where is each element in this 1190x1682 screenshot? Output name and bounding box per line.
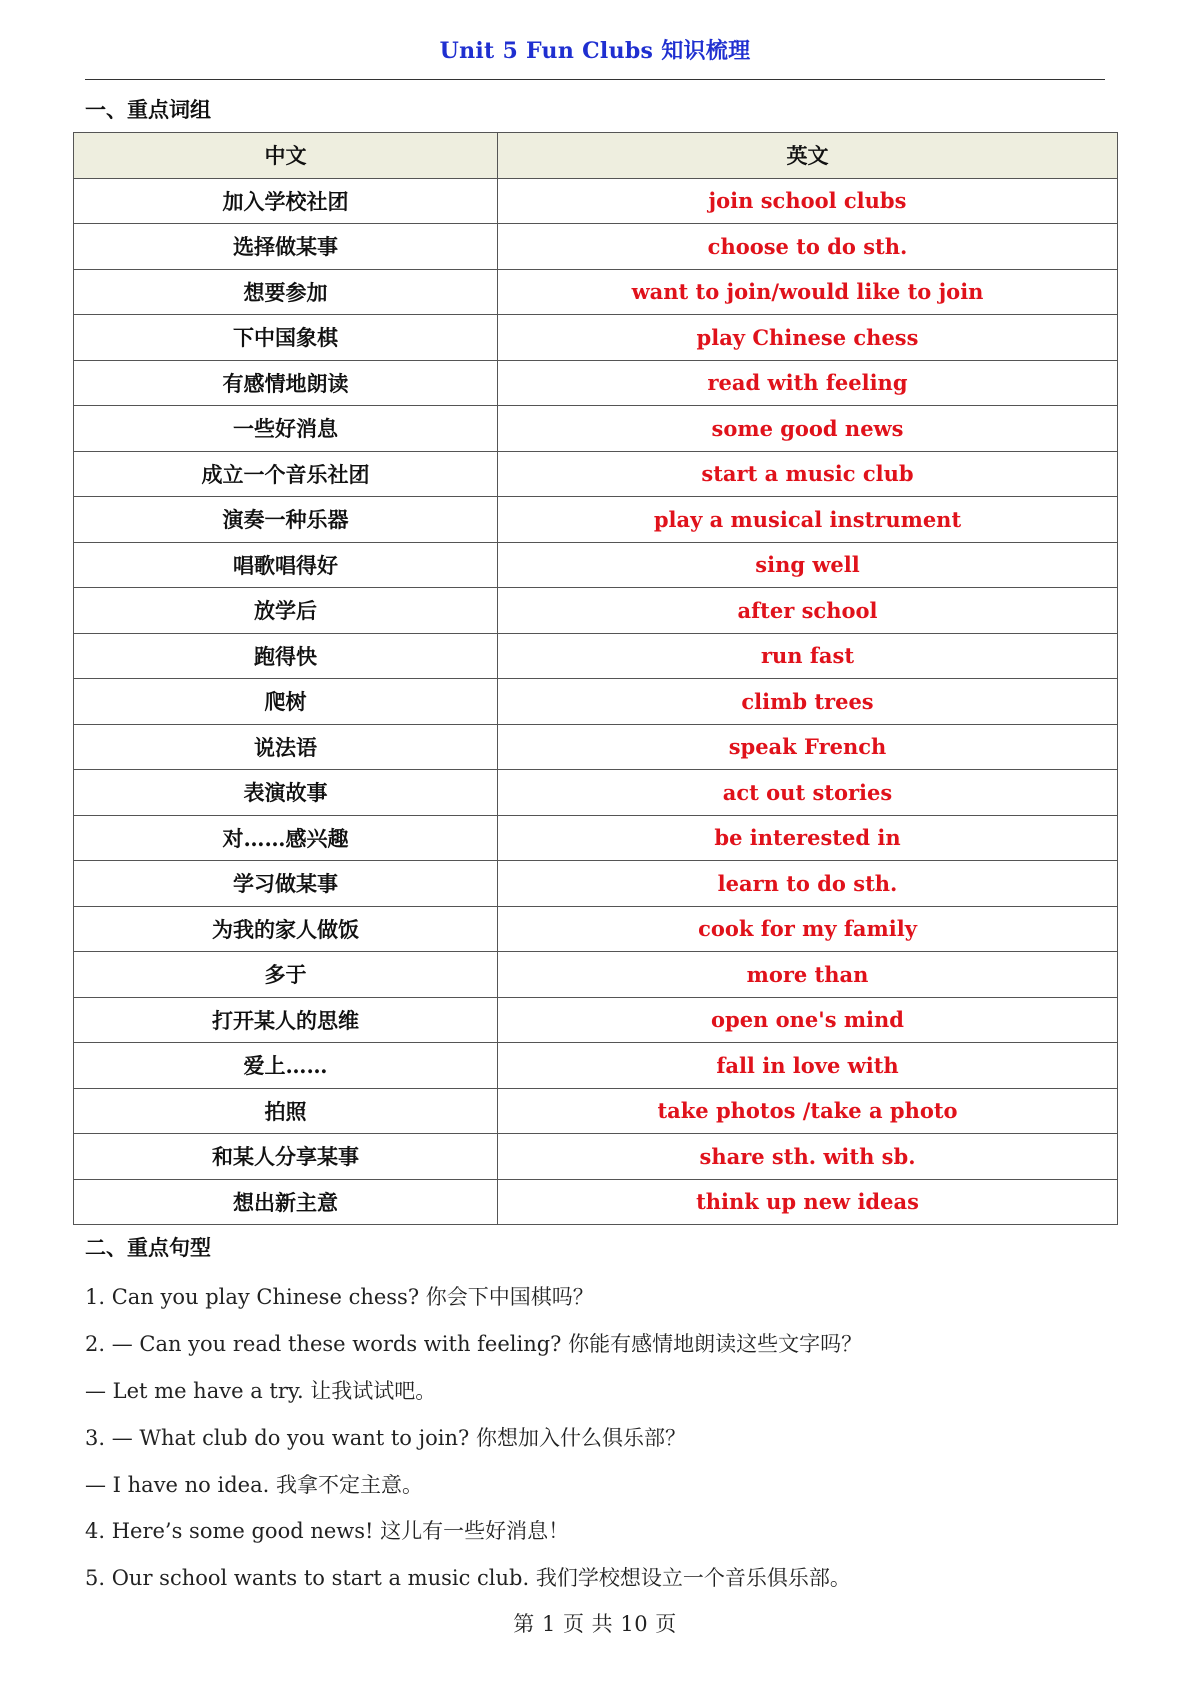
english-cell: cook for my family — [498, 906, 1118, 952]
table-row — [74, 679, 1118, 725]
table-row — [74, 315, 1118, 361]
chinese-cell: 选择做某事 — [74, 224, 498, 270]
english-cell: play Chinese chess — [498, 315, 1118, 361]
sentence-item: — I have no idea. 我拿不定主意。 — [85, 1472, 423, 1497]
chinese-cell: 成立一个音乐社团 — [74, 451, 498, 497]
table-header-row — [74, 133, 1118, 179]
header-divider — [85, 79, 1105, 80]
section-heading-sentences: 二、重点句型 — [85, 1235, 211, 1260]
english-cell: sing well — [498, 542, 1118, 588]
english-cell: think up new ideas — [498, 1179, 1118, 1225]
table-row — [74, 815, 1118, 861]
english-cell: open one's mind — [498, 997, 1118, 1043]
english-cell: be interested in — [498, 815, 1118, 861]
sentence-item: 1. Can you play Chinese chess? 你会下中国棋吗？ — [85, 1285, 594, 1309]
chinese-cell: 想出新主意 — [74, 1179, 498, 1225]
english-cell: act out stories — [498, 770, 1118, 816]
vocab-table — [73, 132, 1118, 1225]
chinese-cell: 演奏一种乐器 — [74, 497, 498, 543]
table-row — [74, 1134, 1118, 1180]
sentence-list — [85, 1274, 1105, 1602]
table-row — [74, 1043, 1118, 1089]
chinese-cell: 拍照 — [74, 1088, 498, 1134]
table-row — [74, 861, 1118, 907]
table-row — [74, 269, 1118, 315]
chinese-cell: 想要参加 — [74, 269, 498, 315]
table-row — [74, 360, 1118, 406]
english-cell: run fast — [498, 633, 1118, 679]
english-cell: more than — [498, 952, 1118, 998]
chinese-cell: 说法语 — [74, 724, 498, 770]
chinese-cell: 和某人分享某事 — [74, 1134, 498, 1180]
chinese-cell: 有感情地朗读 — [74, 360, 498, 406]
english-cell: after school — [498, 588, 1118, 634]
english-cell: want to join/would like to join — [498, 269, 1118, 315]
chinese-cell: 打开某人的思维 — [74, 997, 498, 1043]
english-cell: climb trees — [498, 679, 1118, 725]
english-cell: share sth. with sb. — [498, 1134, 1118, 1180]
chinese-cell: 爱上…… — [74, 1043, 498, 1089]
table-row — [74, 906, 1118, 952]
table-row — [74, 724, 1118, 770]
chinese-cell: 学习做某事 — [74, 861, 498, 907]
english-cell: read with feeling — [498, 360, 1118, 406]
table-row — [74, 1088, 1118, 1134]
english-cell: start a music club — [498, 451, 1118, 497]
vocab-table-body — [74, 178, 1118, 1225]
english-cell: take photos /take a photo — [498, 1088, 1118, 1134]
english-cell: play a musical instrument — [498, 497, 1118, 543]
table-row — [74, 224, 1118, 270]
table-row — [74, 952, 1118, 998]
sentence-item: 3. — What club do you want to join? 你想加入什么俱乐部？ — [85, 1425, 686, 1450]
chinese-cell: 下中国象棋 — [74, 315, 498, 361]
chinese-cell: 对……感兴趣 — [74, 815, 498, 861]
english-cell: choose to do sth. — [498, 224, 1118, 270]
sentence-item: 2. — Can you read these words with feeling? 你能有感情地朗读这些文字吗？ — [85, 1331, 863, 1356]
english-cell: join school clubs — [498, 178, 1118, 224]
chinese-cell: 放学后 — [74, 588, 498, 634]
table-row — [74, 588, 1118, 634]
table-row — [74, 633, 1118, 679]
sentence-item: 5. Our school wants to start a music club. 我们学校想设立一个音乐俱乐部。 — [85, 1566, 851, 1591]
table-row — [74, 497, 1118, 543]
column-header-chinese: 中文 — [74, 133, 498, 179]
chinese-cell: 跑得快 — [74, 633, 498, 679]
english-cell: fall in love with — [498, 1043, 1118, 1089]
table-row — [74, 178, 1118, 224]
page-footer: 第 1 页 共 10 页 — [513, 1612, 677, 1636]
table-row — [74, 770, 1118, 816]
table-row — [74, 1179, 1118, 1225]
table-row — [74, 542, 1118, 588]
sentence-item: — Let me have a try. 让我试试吧。 — [85, 1378, 437, 1403]
page-title: Unit 5 Fun Clubs 知识梳理 — [439, 38, 751, 64]
chinese-cell: 一些好消息 — [74, 406, 498, 452]
chinese-cell: 唱歌唱得好 — [74, 542, 498, 588]
table-row — [74, 451, 1118, 497]
table-row — [74, 406, 1118, 452]
column-header-english: 英文 — [498, 133, 1118, 179]
english-cell: learn to do sth. — [498, 861, 1118, 907]
chinese-cell: 多于 — [74, 952, 498, 998]
english-cell: speak French — [498, 724, 1118, 770]
chinese-cell: 为我的家人做饭 — [74, 906, 498, 952]
english-cell: some good news — [498, 406, 1118, 452]
sentence-item: 4. Here’s some good news! 这儿有一些好消息！ — [85, 1519, 570, 1544]
chinese-cell: 加入学校社团 — [74, 178, 498, 224]
section-heading-phrases: 一、重点词组 — [85, 97, 211, 122]
table-row — [74, 997, 1118, 1043]
chinese-cell: 爬树 — [74, 679, 498, 725]
chinese-cell: 表演故事 — [74, 770, 498, 816]
